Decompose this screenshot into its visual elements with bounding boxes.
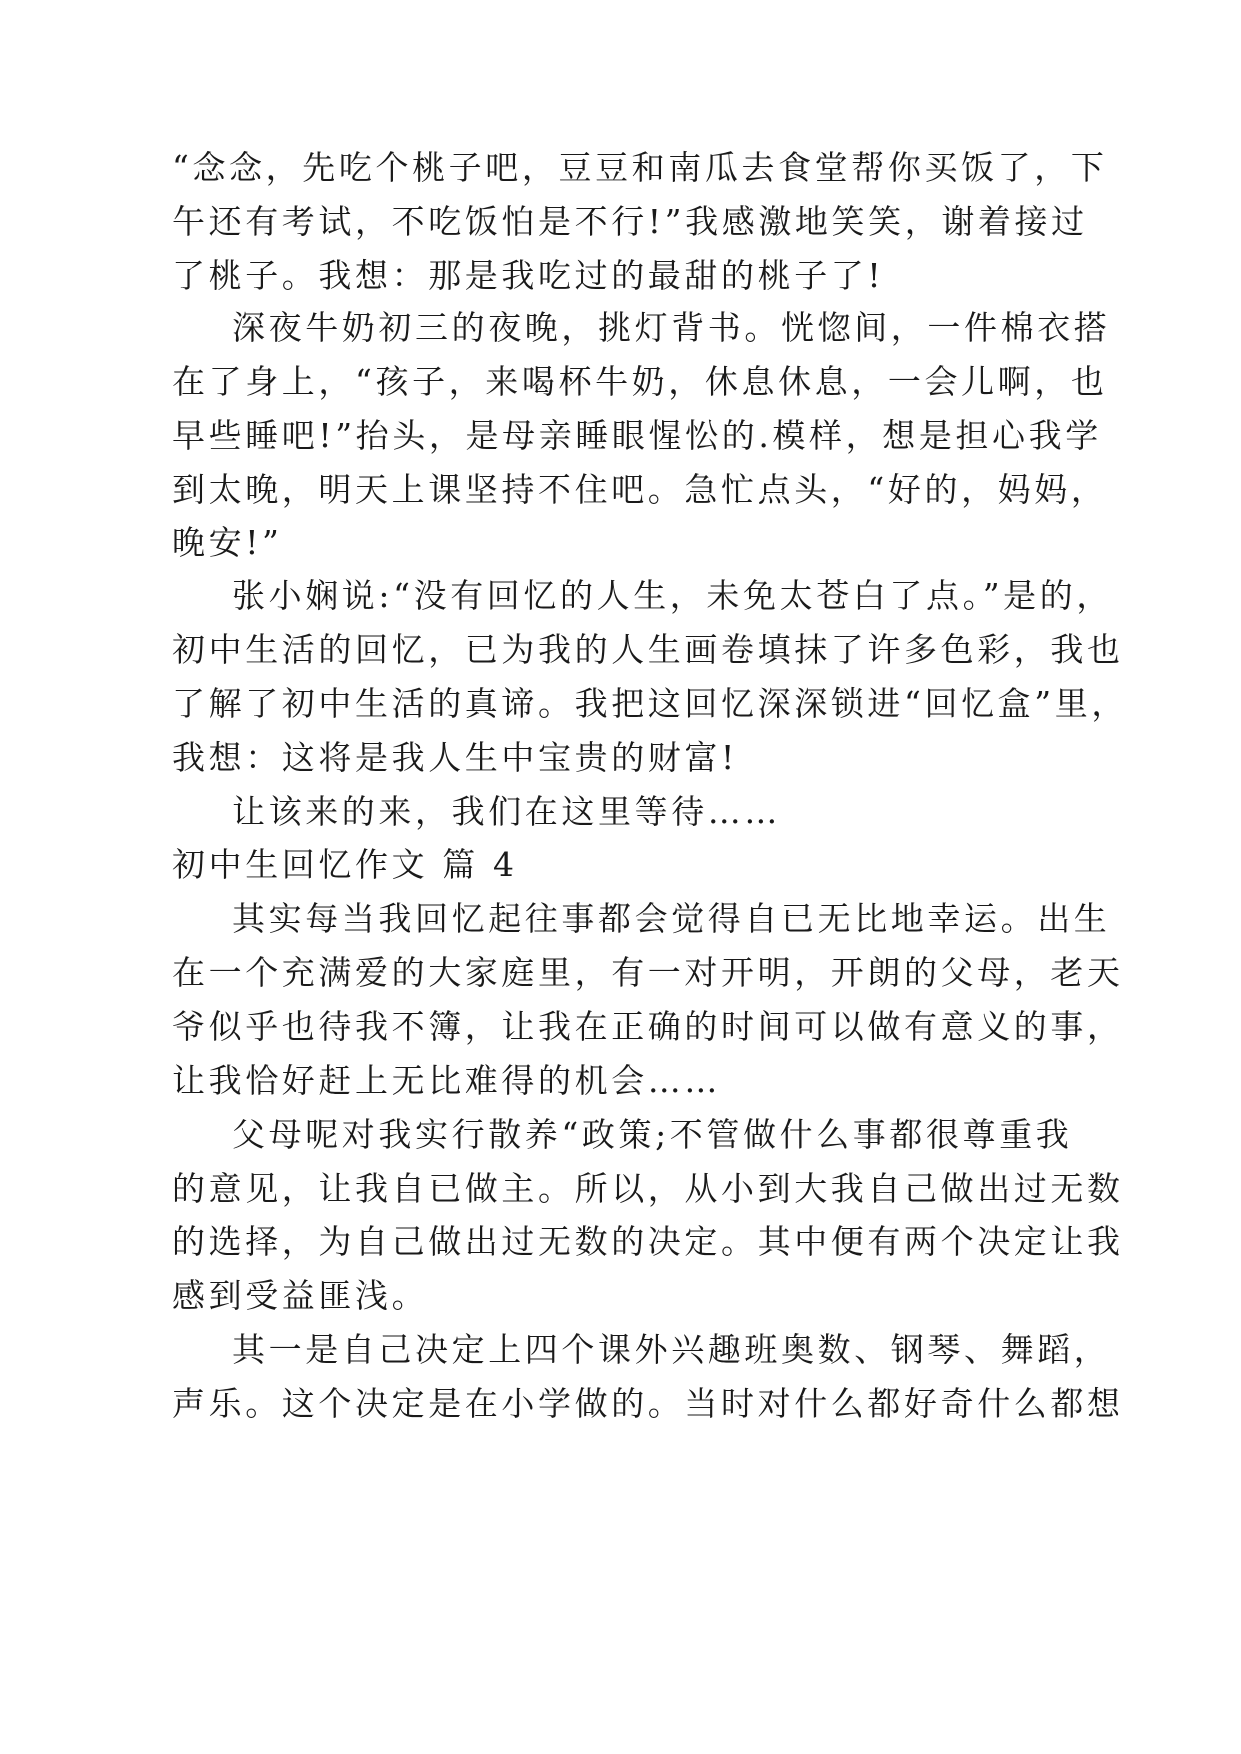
text-line: 爷似乎也待我不簿，让我在正确的时间可以做有意义的事， xyxy=(172,1007,1124,1046)
text-line: 父母呢对我实行散养“政策;不管做什么事都很尊重我 xyxy=(232,1115,1073,1154)
text-line: 感到受益匪浅。 xyxy=(172,1276,429,1315)
text-line: 张小娴说:“没有回忆的人生，未免太苍白了点。”是的， xyxy=(232,576,1113,615)
text-line: 在一个充满爱的大家庭里，有一对开明，开朗的父母，老天 xyxy=(172,953,1124,992)
text-line: 了桃子。我想：那是我吃过的最甜的桃子了! xyxy=(172,256,885,295)
text-line: 深夜牛奶初三的夜晚，挑灯背书。恍惚间，一件棉衣搭 xyxy=(232,308,1111,347)
text-line: 初中生活的回忆，已为我的人生画卷填抹了许多色彩，我也 xyxy=(172,630,1124,669)
text-line: 其实每当我回忆起往事都会觉得自已无比地幸运。出生 xyxy=(232,899,1111,938)
text-line: 让我恰好赶上无比难得的机会…… xyxy=(172,1061,721,1100)
text-line: 让该来的来，我们在这里等待…… xyxy=(232,792,781,831)
text-line: 午还有考试，不吃饭怕是不行!”我感激地笑笑，谢着接过 xyxy=(172,202,1088,241)
text-line: 声乐。这个决定是在小学做的。当时对什么都好奇什么都想 xyxy=(172,1384,1124,1423)
text-line: 了解了初中生活的真谛。我把这回忆深深锁进“回忆盒”里， xyxy=(172,684,1128,723)
text-line: 在了身上，“孩子，来喝杯牛奶，休息休息，一会儿啊，也 xyxy=(172,362,1108,401)
text-line: 晚安!” xyxy=(172,523,283,562)
text-line: 的选择，为自己做出过无数的决定。其中便有两个决定让我 xyxy=(172,1222,1124,1261)
section-heading: 初中生回忆作文 篇 4 xyxy=(172,845,518,884)
text-line: 其一是自己决定上四个课外兴趣班奥数、钢琴、舞蹈， xyxy=(232,1330,1111,1369)
text-line: 我想：这将是我人生中宝贵的财富! xyxy=(172,738,738,777)
text-line: “念念，先吃个桃子吧，豆豆和南瓜去食堂帮你买饭了，下 xyxy=(172,148,1108,187)
text-line: 到太晚，明天上课坚持不住吧。急忙点头，“好的，妈妈， xyxy=(172,470,1108,509)
text-line: 早些睡吧!”抬头，是母亲睡眼惺忪的.模样，想是担心我学 xyxy=(172,416,1102,455)
text-line: 的意见，让我自已做主。所以，从小到大我自己做出过无数 xyxy=(172,1169,1124,1208)
